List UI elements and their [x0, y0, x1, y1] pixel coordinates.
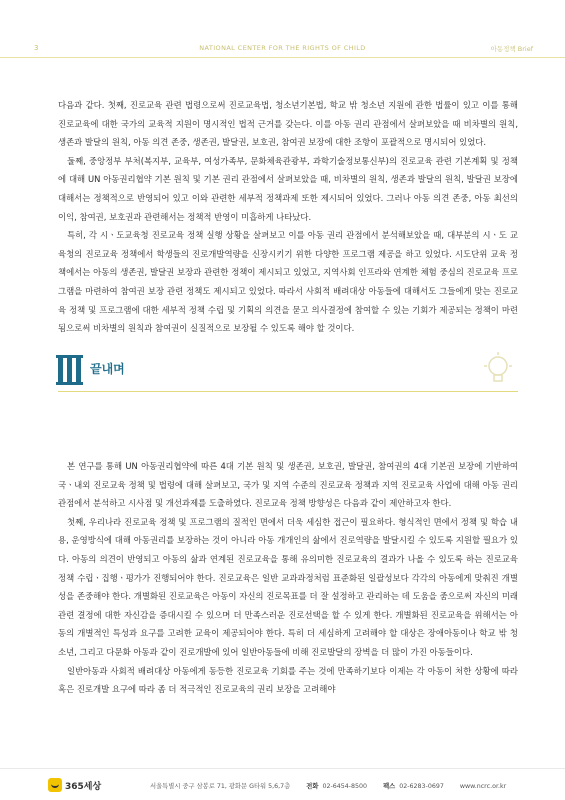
section-heading: [58, 350, 518, 406]
footer-contact: [150, 781, 506, 790]
section-divider: [58, 391, 518, 392]
fax-number: 02-6283-0697: [399, 783, 444, 790]
paragraph: 일반아동과 사회적 배려대상 아동에게 동등한 진로교육 기회를 주는 것에 만족하기보다 이제는 각 아동이 처한 상황에 따라 혹은 진로개발 요구에 따라 좀 더 적극적인 진로교육의 권리 보장을 고려해야: [58, 665, 518, 695]
website-link[interactable]: www.ncrc.or.kr: [459, 783, 507, 790]
lightbulb-icon: [478, 350, 518, 390]
logo: [48, 778, 101, 792]
tel-number: 02-6454-8500: [322, 783, 368, 790]
paragraph: 다음과 같다. 첫째, 진로교육 관련 법령으로써 진로교육법, 청소년기본법, 학교 밖 청소년 지원에 관한 법률이 있고 이를 통해 진로교육에 대한 국가의 교육적 지원이 명시적인 법적 근거를 갖는다. 이를 아동 권리 관점에서 살펴보았을 때 비차별의 원칙, 생존과 발달의 원칙, 아동 의견 존중, 생존권, 발달권, 보호권, 참여권 보장에 대한 조항이 포괄적으로 명시되어 있었다.: [58, 100, 518, 148]
header-divider: [0, 57, 565, 58]
paragraph: 둘째, 중앙정부 부처(복지부, 교육부, 여성가족부, 문화체육관광부, 과학기술정보통신부)의 진로교육 관련 기본계획 및 정책에 대해 UN 아동권리협약 기본 원칙 및 기본 권리 관점에서 살펴보았을 때, 비차별의 원칙, 생존과 발달의 원칙, 발달권 보장에 대해서는 정책적으로 반영되어 있고 이와 관련한 세부적 정책과제 또한 제시되어 있었다. 그러나 아동 의견 존중, 아동 최선의 이익, 참여권, 보호권과 관련해서는 정책적 반영이 미흡하게 나타났다.: [58, 155, 518, 222]
page-footer: [0, 768, 565, 800]
header-brief: 아동정책 Brief: [490, 45, 533, 53]
logo-text: 365세상: [65, 781, 102, 792]
header-title: NATIONAL CENTER FOR THE RIGHTS OF CHILD: [199, 44, 366, 52]
page-header: [0, 0, 565, 60]
paragraph: 본 연구를 통해 UN 아동권리협약에 따른 4대 기본 원칙 및 생존권, 보호권, 발달권, 참여권의 4대 기본권 보장에 기반하여 국ㆍ내외 진로교육 정책 및 법령에 대해 살펴보고, 국가 및 지역 수준의 진로교육 정책과 지역 진로교육 사업에 대해 아동 권리 관점에서 분석하고 시사점 및 개선과제를 도출하였다. 진로교육 정책 방향성은 다음과 같이 제안하고자 한다.: [58, 461, 518, 509]
paragraph: 특히, 각 시ㆍ도교육청 진로교육 정책 실행 상황을 살펴보고 이를 아동 권리 관점에서 분석해보았을 때, 대부분의 시ㆍ도 교육청의 진로교육 정책에서 학생들의 진로개발역량을 신장시키기 위한 다양한 프로그램 제공을 하고 있었다. 시도단위 교육 정책에서는 아동의 생존권, 발달권 보장과 관련한 정책이 제시되고 있었고, 지역사회 인프라와 연계한 체험 중심의 진로교육 프로그램을 마련하여 참여권 보장 관련 정책도 제시되고 있었다. 따라서 사회적 배려대상 아동들에 대해서도 그들에게 맞는 진로교육 정책 및 프로그램에 대한 세부적 정책 수립 및 기획의 의견을 묻고 의사결정에 참여할 수 있는 기회가 제공되는 정책이 마련됨으로써 비차별의 원칙과 참여권이 실질적으로 보장될 수 있도록 해야 할 것이다.: [58, 230, 518, 334]
footer-divider: [0, 768, 565, 769]
body-text-top: [58, 96, 518, 338]
page-number: 3: [34, 44, 39, 52]
paragraph: 첫째, 우리나라 진로교육 정책 및 프로그램의 질적인 면에서 더욱 세심한 접근이 필요하다. 형식적인 면에서 정책 및 학습 내용, 운영방식에 대해 아동권리를 보장하는 것이 아니라 아동 개개인의 삶에서 진로역량을 발달시킬 수 있도록 지원할 필요가 있다. 아동의 의견이 반영되고 아동의 삶과 연계된 진로교육을 통해 유의미한 진로교육의 결과가 나올 수 있도록 하는 진로교육 정책 수립ㆍ집행ㆍ평가가 진행되어야 한다. 진로교육은 일반 교과과정처럼 표준화된 일괄성보다 각각의 아동에게 맞춰진 개별성을 존중해야 한다. 개별화된 진로교육은 아동이 자신의 진로목표를 더 잘 설정하고 관리하는 데 도움을 줌으로써 자신의 미래 관련 결정에 대한 자신감을 증대시킬 수 있으며 더 만족스러운 진로선택을 할 수 있게 한다. 개별화된 진로교육을 위해서는 아동의 개별적인 특성과 요구를 고려한 교육이 제공되어야 한다. 특히 더 세심하게 고려해야 할 대상은 장애아동이나 학교 밖 청소년, 그리고 다문화 아동과 같이 진로개발에 있어 일반아동들에 비해 진로발달의 장벽을 더 많이 가진 아동들이다.: [58, 516, 518, 657]
fax-label: 팩스: [383, 783, 396, 790]
section-title: 끝내며: [90, 362, 125, 376]
smile-logo-icon: [48, 778, 62, 792]
roman-numeral-icon: [58, 356, 88, 384]
body-text-bottom: [58, 457, 518, 699]
footer-address: 서울특별시 중구 삼봉로 71, 광화문 G타워 5,6,7층: [150, 783, 291, 790]
tel-label: 전화: [306, 783, 319, 790]
